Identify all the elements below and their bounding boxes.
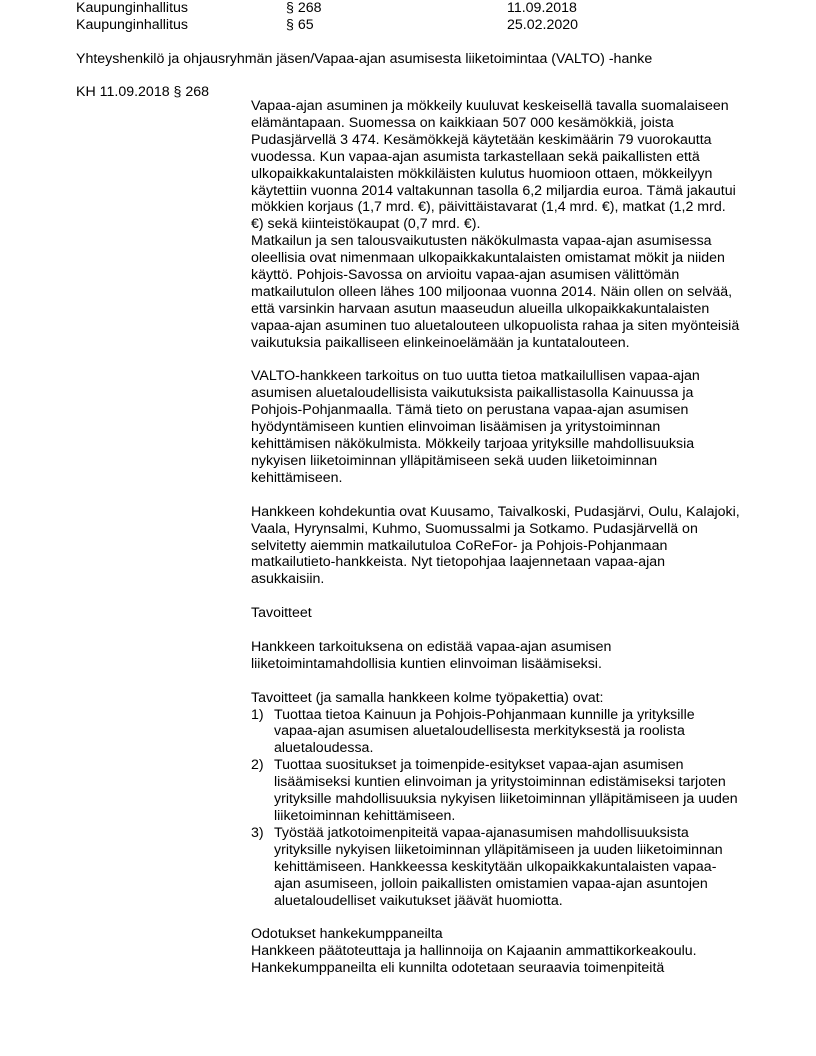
list-number: 1): [251, 706, 264, 723]
paragraph: Vapaa-ajan asuminen ja mökkeily kuuluvat keskeisellä tavalla suomalaiseen elämäntapaan. Suomessa on kaikkiaan 507 000 kesämökkiä, joista Pudasjärvellä 3 474. Kesämökkejä käytetään keskimäärin 79 vuorokautta vuodessa. Kun vapaa-ajan asumista tarkastellaan sekä paikallisten että ulkopaikkakuntalaisten mökkiläisten kulutus huomioon ottaen, mökkeilyyn käytettiin vuonna 2014 valtakunnan tasolla 6,2 miljardia euroa. Tämä jakautui mökkien korjaus (1,7 mrd. €), päivittäistavarat (1,4 mrd. €), matkat (1,2 mrd. €) sekä kiinteistökaupat (0,7 mrd. €).: [251, 98, 736, 233]
list-item-text: Tuottaa suositukset ja toimenpide-esitykset vapaa-ajan asumisen lisäämiseksi kuntien elinvoiman ja yritystoiminnan edistämiseksi tarjoten yrityksille mahdollisuuksia nykyisen liiketoiminnan ylläpitämiseen ja uuden liiketoiminnan kehittämiseen.: [274, 757, 738, 824]
list-intro: Tavoitteet (ja samalla hankkeen kolme työpakettia) ovat:: [251, 689, 604, 706]
paragraph: VALTO-hankkeen tarkoitus on tuo uutta tietoa matkailullisen vapaa-ajan asumisen aluetaloudellisista vaikutuksista paikallistasolla Kainuussa ja Pohjois-Pohjanmaalla. Tämä tieto on perustana vapaa-ajan asumisen hyödyntämiseen kuntien elinvoiman lisäämisen ja yritystoiminnan kehittämisen näkökulmista. Mökkeily tarjoaa yrityksille mahdollisuuksia nykyisen liiketoiminnan ylläpitämiseen sekä uuden liiketoiminnan kehittämiseen.: [251, 368, 700, 486]
header-row: [76, 0, 776, 17]
list-item-text: Tuottaa tietoa Kainuun ja Pohjois-Pohjanmaan kunnille ja yrityksille vapaa-ajan asumisen aluetaloudellisesta merkityksestä ja roolista aluetaloudessa.: [274, 706, 695, 757]
body-name: Kaupunginhallitus: [76, 0, 189, 16]
document-body: [251, 98, 741, 977]
section-heading: Tavoitteet: [251, 605, 312, 622]
list-number: 2): [251, 757, 264, 774]
meeting-reference: KH 11.09.2018 § 268: [76, 84, 210, 100]
list-item: [251, 825, 741, 910]
section-heading: Odotukset hankekumppaneilta: [251, 926, 443, 943]
meeting-date: 25.02.2020: [507, 17, 579, 33]
paragraph: Hankkeen tarkoituksena on edistää vapaa-ajan asumisen liiketoimintamahdollisia kuntien elinvoiman lisäämiseksi.: [251, 638, 612, 672]
paragraph: Hankkeen päätoteuttaja ja hallinnoija on Kajaanin ammattikorkeakoulu. Hankekumppaneilta eli kunnilta odotetaan seuraavia toimenpiteitä: [251, 943, 697, 977]
list-item: [251, 707, 741, 758]
header-row: [76, 17, 776, 34]
meeting-date: 11.09.2018: [507, 0, 577, 16]
paragraph: Hankkeen kohdekuntia ovat Kuusamo, Taivalkoski, Pudasjärvi, Oulu, Kalajoki, Vaala, Hyrynsalmi, Kuhmo, Suomussalmi ja Sotkamo. Pudasjärvellä on selvitetty aiemmin matkailutuloa CoReFor- ja Pohjois-Pohjanmaan matkailutieto-hankkeista. Nyt tietopohjaa laajennetaan vapaa-ajan asukkaisiin.: [251, 503, 740, 588]
paragraph: Matkailun ja sen talousvaikutusten näkökulmasta vapaa-ajan asumisessa oleellisia ovat nimenmaan ulkopaikkakuntalaisten omistamat mökit ja niiden käyttö. Pohjois-Savossa on arvioitu vapaa-ajan asumisen välittömän matkailutulon olleen lähes 100 miljoonaa vuonna 2014. Näin ollen on selvää, että varsinkin harvaan asutun maaseudun alueilla ulkopaikkakuntalaisten vapaa-ajan asuminen tuo aluetalouteen ulkopuolista rahaa ja siten myönteisiä vaikutuksia paikalliseen elinkeinoelämään ja kuntatalouteen.: [251, 233, 740, 351]
goals-list: [251, 707, 741, 910]
section-number: § 65: [286, 17, 314, 33]
body-name: Kaupunginhallitus: [76, 17, 189, 33]
list-item-text: Työstää jatkotoimenpiteitä vapaa-ajanasumisen mahdollisuuksista yrityksille nykyisen liiketoiminnan ylläpitämiseen ja uuden liiketoiminnan kehittämiseen. Hankkeessa keskitytään ulkopaikkakuntalaisten vapaa-ajan asumiseen, jolloin paikallisten omistamien vapaa-ajan asuntojen aluetaloudelliset vaikutukset jäävät huomiotta.: [274, 824, 723, 909]
document-title: Yhteyshenkilö ja ohjausryhmän jäsen/Vapaa-ajan asumisesta liiketoimintaa (VALTO) -hanke: [76, 51, 653, 67]
list-item: [251, 757, 741, 825]
section-number: § 268: [286, 0, 322, 16]
list-number: 3): [251, 824, 264, 841]
